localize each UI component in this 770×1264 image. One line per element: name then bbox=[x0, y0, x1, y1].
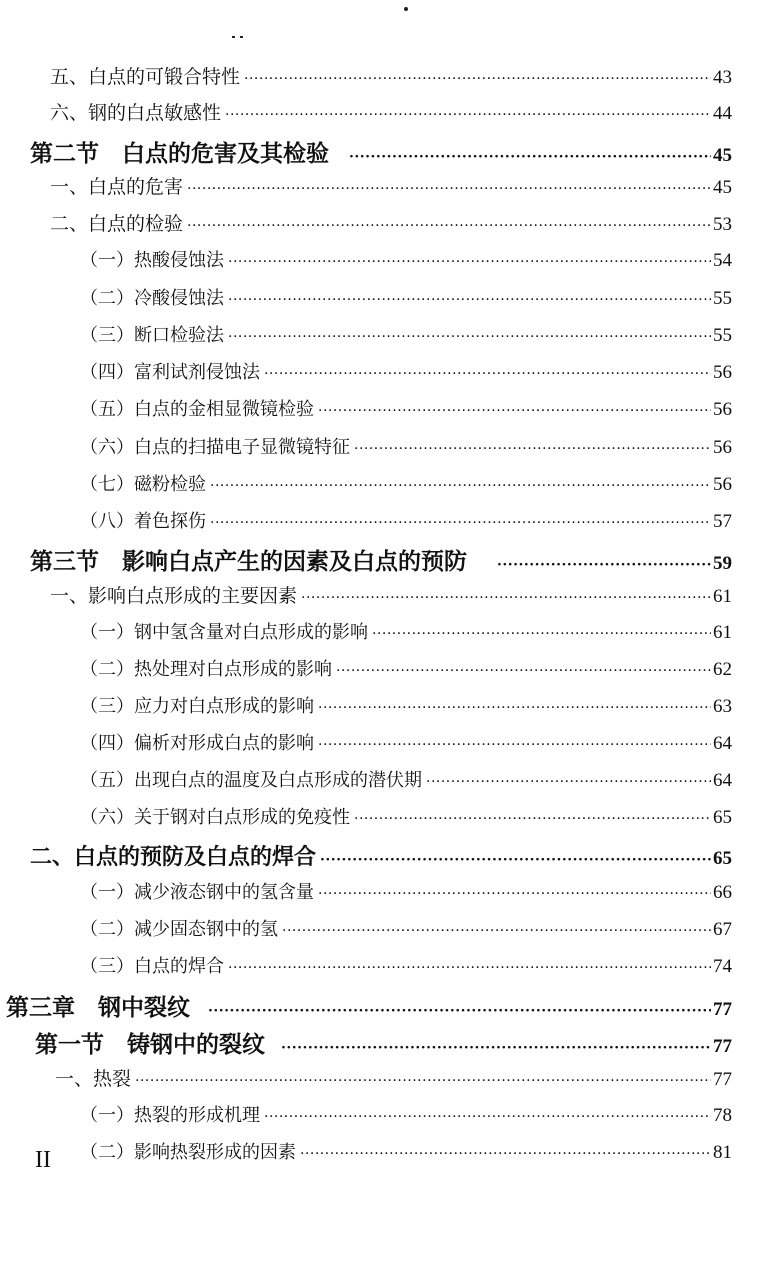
toc-leader-dots bbox=[497, 558, 711, 572]
toc-leader-dots bbox=[372, 627, 711, 641]
toc-entry bbox=[50, 62, 732, 89]
toc-entry-title: 第一节 铸钢中的裂纹 bbox=[35, 1031, 265, 1058]
toc-leader-dots bbox=[210, 516, 711, 530]
toc-entry-page: 57 bbox=[713, 511, 732, 532]
toc-leader-dots bbox=[264, 1110, 711, 1124]
toc-entry bbox=[80, 878, 732, 904]
toc-leader-dots bbox=[349, 150, 711, 164]
toc-entry-title: （八）着色探伤 bbox=[80, 511, 206, 532]
toc-entry bbox=[50, 209, 732, 236]
toc-entry bbox=[80, 655, 732, 681]
toc-leader-dots bbox=[300, 1147, 711, 1161]
toc-leader-dots bbox=[281, 1041, 711, 1055]
toc-entry-page: 56 bbox=[713, 474, 732, 495]
toc-entry-title: （六）白点的扫描电子显微镜特征 bbox=[80, 437, 350, 458]
toc-entry-page: 62 bbox=[713, 659, 732, 680]
toc-entry-page: 59 bbox=[713, 553, 732, 574]
toc-entry-title: （一）热裂的形成机理 bbox=[80, 1105, 260, 1126]
toc-leader-dots bbox=[318, 701, 711, 715]
toc-entry-title: 第三节 影响白点产生的因素及白点的预防 bbox=[30, 548, 467, 575]
toc-entry-title: （三）应力对白点形成的影响 bbox=[80, 696, 314, 717]
toc-entry-title: 二、白点的预防及白点的焊合 bbox=[30, 844, 317, 870]
toc-leader-dots bbox=[320, 853, 711, 867]
toc-leader-dots bbox=[336, 664, 711, 678]
toc-entry bbox=[80, 358, 732, 384]
toc-leader-dots bbox=[187, 219, 711, 233]
toc-entry-page: 64 bbox=[713, 733, 732, 754]
toc-entry-title: （三）断口检验法 bbox=[80, 325, 224, 346]
toc-entry-title: （五）出现白点的温度及白点形成的潜伏期 bbox=[80, 770, 422, 791]
toc-entry-page: 54 bbox=[713, 250, 732, 271]
toc-entry bbox=[30, 543, 732, 576]
toc-leader-dots bbox=[135, 1074, 711, 1088]
toc-entry-title: （五）白点的金相显微镜检验 bbox=[80, 399, 314, 420]
toc-entry bbox=[80, 246, 732, 272]
toc-leader-dots bbox=[318, 738, 711, 752]
toc-entry-title: （一）减少液态钢中的氢含量 bbox=[80, 882, 314, 903]
toc-entry-page: 56 bbox=[713, 399, 732, 420]
toc-entry-title: 一、影响白点形成的主要因素 bbox=[50, 585, 298, 607]
toc-entry bbox=[80, 915, 732, 941]
toc-entry-page: 44 bbox=[713, 103, 732, 124]
toc-entry-title: 一、白点的危害 bbox=[50, 176, 184, 198]
toc-entry-page: 77 bbox=[713, 1069, 732, 1090]
toc-entry bbox=[80, 729, 732, 755]
toc-entry-title: 一、热裂 bbox=[55, 1068, 132, 1090]
toc-entry-title: 第三章 钢中裂纹 bbox=[6, 994, 190, 1021]
toc-leader-dots bbox=[318, 887, 711, 901]
toc-entry bbox=[80, 692, 732, 718]
page-number: II bbox=[35, 1147, 51, 1173]
toc-entry-page: 61 bbox=[713, 586, 732, 607]
toc-entry-page: 66 bbox=[713, 882, 732, 903]
toc-entry-page: 43 bbox=[713, 67, 732, 88]
toc-leader-dots bbox=[301, 591, 711, 605]
toc-entry-page: 63 bbox=[713, 696, 732, 717]
scan-speck bbox=[232, 36, 235, 38]
toc-leader-dots bbox=[264, 367, 711, 381]
toc-entry bbox=[80, 952, 732, 978]
toc-entry-title: （四）偏析对形成白点的影响 bbox=[80, 733, 314, 754]
toc-entry-title: 第二节 白点的危害及其检验 bbox=[30, 140, 329, 167]
toc-entry-page: 64 bbox=[713, 770, 732, 791]
toc-leader-dots bbox=[208, 1004, 711, 1018]
toc-entry-title: （一）热酸侵蚀法 bbox=[80, 250, 224, 271]
toc-entry bbox=[50, 581, 732, 608]
toc-entry-page: 45 bbox=[713, 145, 732, 166]
toc-leader-dots bbox=[354, 812, 711, 826]
toc-entry bbox=[80, 395, 732, 421]
toc-leader-dots bbox=[354, 442, 711, 456]
toc-entry-title: （三）白点的焊合 bbox=[80, 956, 224, 977]
toc-leader-dots bbox=[426, 775, 711, 789]
toc-entry bbox=[80, 803, 732, 829]
toc-entry-title: （一）钢中氢含量对白点形成的影响 bbox=[80, 622, 368, 643]
toc-leader-dots bbox=[318, 404, 711, 418]
toc-entry-page: 67 bbox=[713, 919, 732, 940]
toc-entry-page: 65 bbox=[713, 848, 732, 869]
toc-leader-dots bbox=[228, 293, 711, 307]
toc-entry-title: 五、白点的可锻合特性 bbox=[50, 66, 241, 88]
toc-entry-page: 78 bbox=[713, 1105, 732, 1126]
toc-entry bbox=[80, 470, 732, 496]
toc-entry bbox=[50, 172, 732, 199]
toc-entry bbox=[35, 1026, 732, 1059]
toc-entry-page: 65 bbox=[713, 807, 732, 828]
toc-entry-page: 56 bbox=[713, 362, 732, 383]
toc-entry-page: 45 bbox=[713, 177, 732, 198]
toc-entry-page: 77 bbox=[713, 1036, 732, 1057]
toc-leader-dots bbox=[225, 108, 711, 122]
toc-leader-dots bbox=[210, 479, 711, 493]
toc-entry bbox=[30, 840, 732, 871]
toc-entry-title: （二）冷酸侵蚀法 bbox=[80, 288, 224, 309]
toc-entry bbox=[80, 507, 732, 533]
toc-leader-dots bbox=[228, 330, 711, 344]
toc-leader-dots bbox=[244, 72, 711, 86]
toc-entry-title: （七）磁粉检验 bbox=[80, 474, 206, 495]
toc-entry-page: 74 bbox=[713, 956, 732, 977]
toc-entry-title: （二）减少固态钢中的氢 bbox=[80, 919, 278, 940]
toc-entry-page: 55 bbox=[713, 325, 732, 346]
toc-entry-title: （二）影响热裂形成的因素 bbox=[80, 1142, 296, 1163]
toc-entry-title: （二）热处理对白点形成的影响 bbox=[80, 659, 332, 680]
toc-entry bbox=[80, 284, 732, 310]
toc-entry bbox=[55, 1064, 732, 1091]
toc-entry-title: （六）关于钢对白点形成的免疫性 bbox=[80, 807, 350, 828]
toc-entry-page: 61 bbox=[713, 622, 732, 643]
toc-leader-dots bbox=[228, 255, 711, 269]
toc-entry bbox=[6, 989, 732, 1022]
toc-entry-page: 77 bbox=[713, 999, 732, 1020]
toc-entry-page: 55 bbox=[713, 288, 732, 309]
toc-entry bbox=[50, 98, 732, 125]
scan-speck bbox=[404, 7, 408, 11]
toc-entry-page: 81 bbox=[713, 1142, 732, 1163]
toc-entry bbox=[80, 1138, 732, 1164]
toc-entry bbox=[80, 1101, 732, 1127]
toc-entry-title: 六、钢的白点敏感性 bbox=[50, 102, 222, 124]
scan-speck bbox=[240, 36, 243, 38]
toc-leader-dots bbox=[282, 924, 711, 938]
toc-leader-dots bbox=[187, 182, 711, 196]
toc-entry-page: 53 bbox=[713, 214, 732, 235]
toc-entry-title: （四）富利试剂侵蚀法 bbox=[80, 362, 260, 383]
toc-leader-dots bbox=[228, 961, 711, 975]
toc-entry bbox=[80, 433, 732, 459]
toc-entry bbox=[80, 618, 732, 644]
toc-entry bbox=[80, 766, 732, 792]
toc-entry bbox=[80, 321, 732, 347]
toc-entry-page: 56 bbox=[713, 437, 732, 458]
toc-entry-title: 二、白点的检验 bbox=[50, 213, 184, 235]
toc-entry bbox=[30, 135, 732, 168]
